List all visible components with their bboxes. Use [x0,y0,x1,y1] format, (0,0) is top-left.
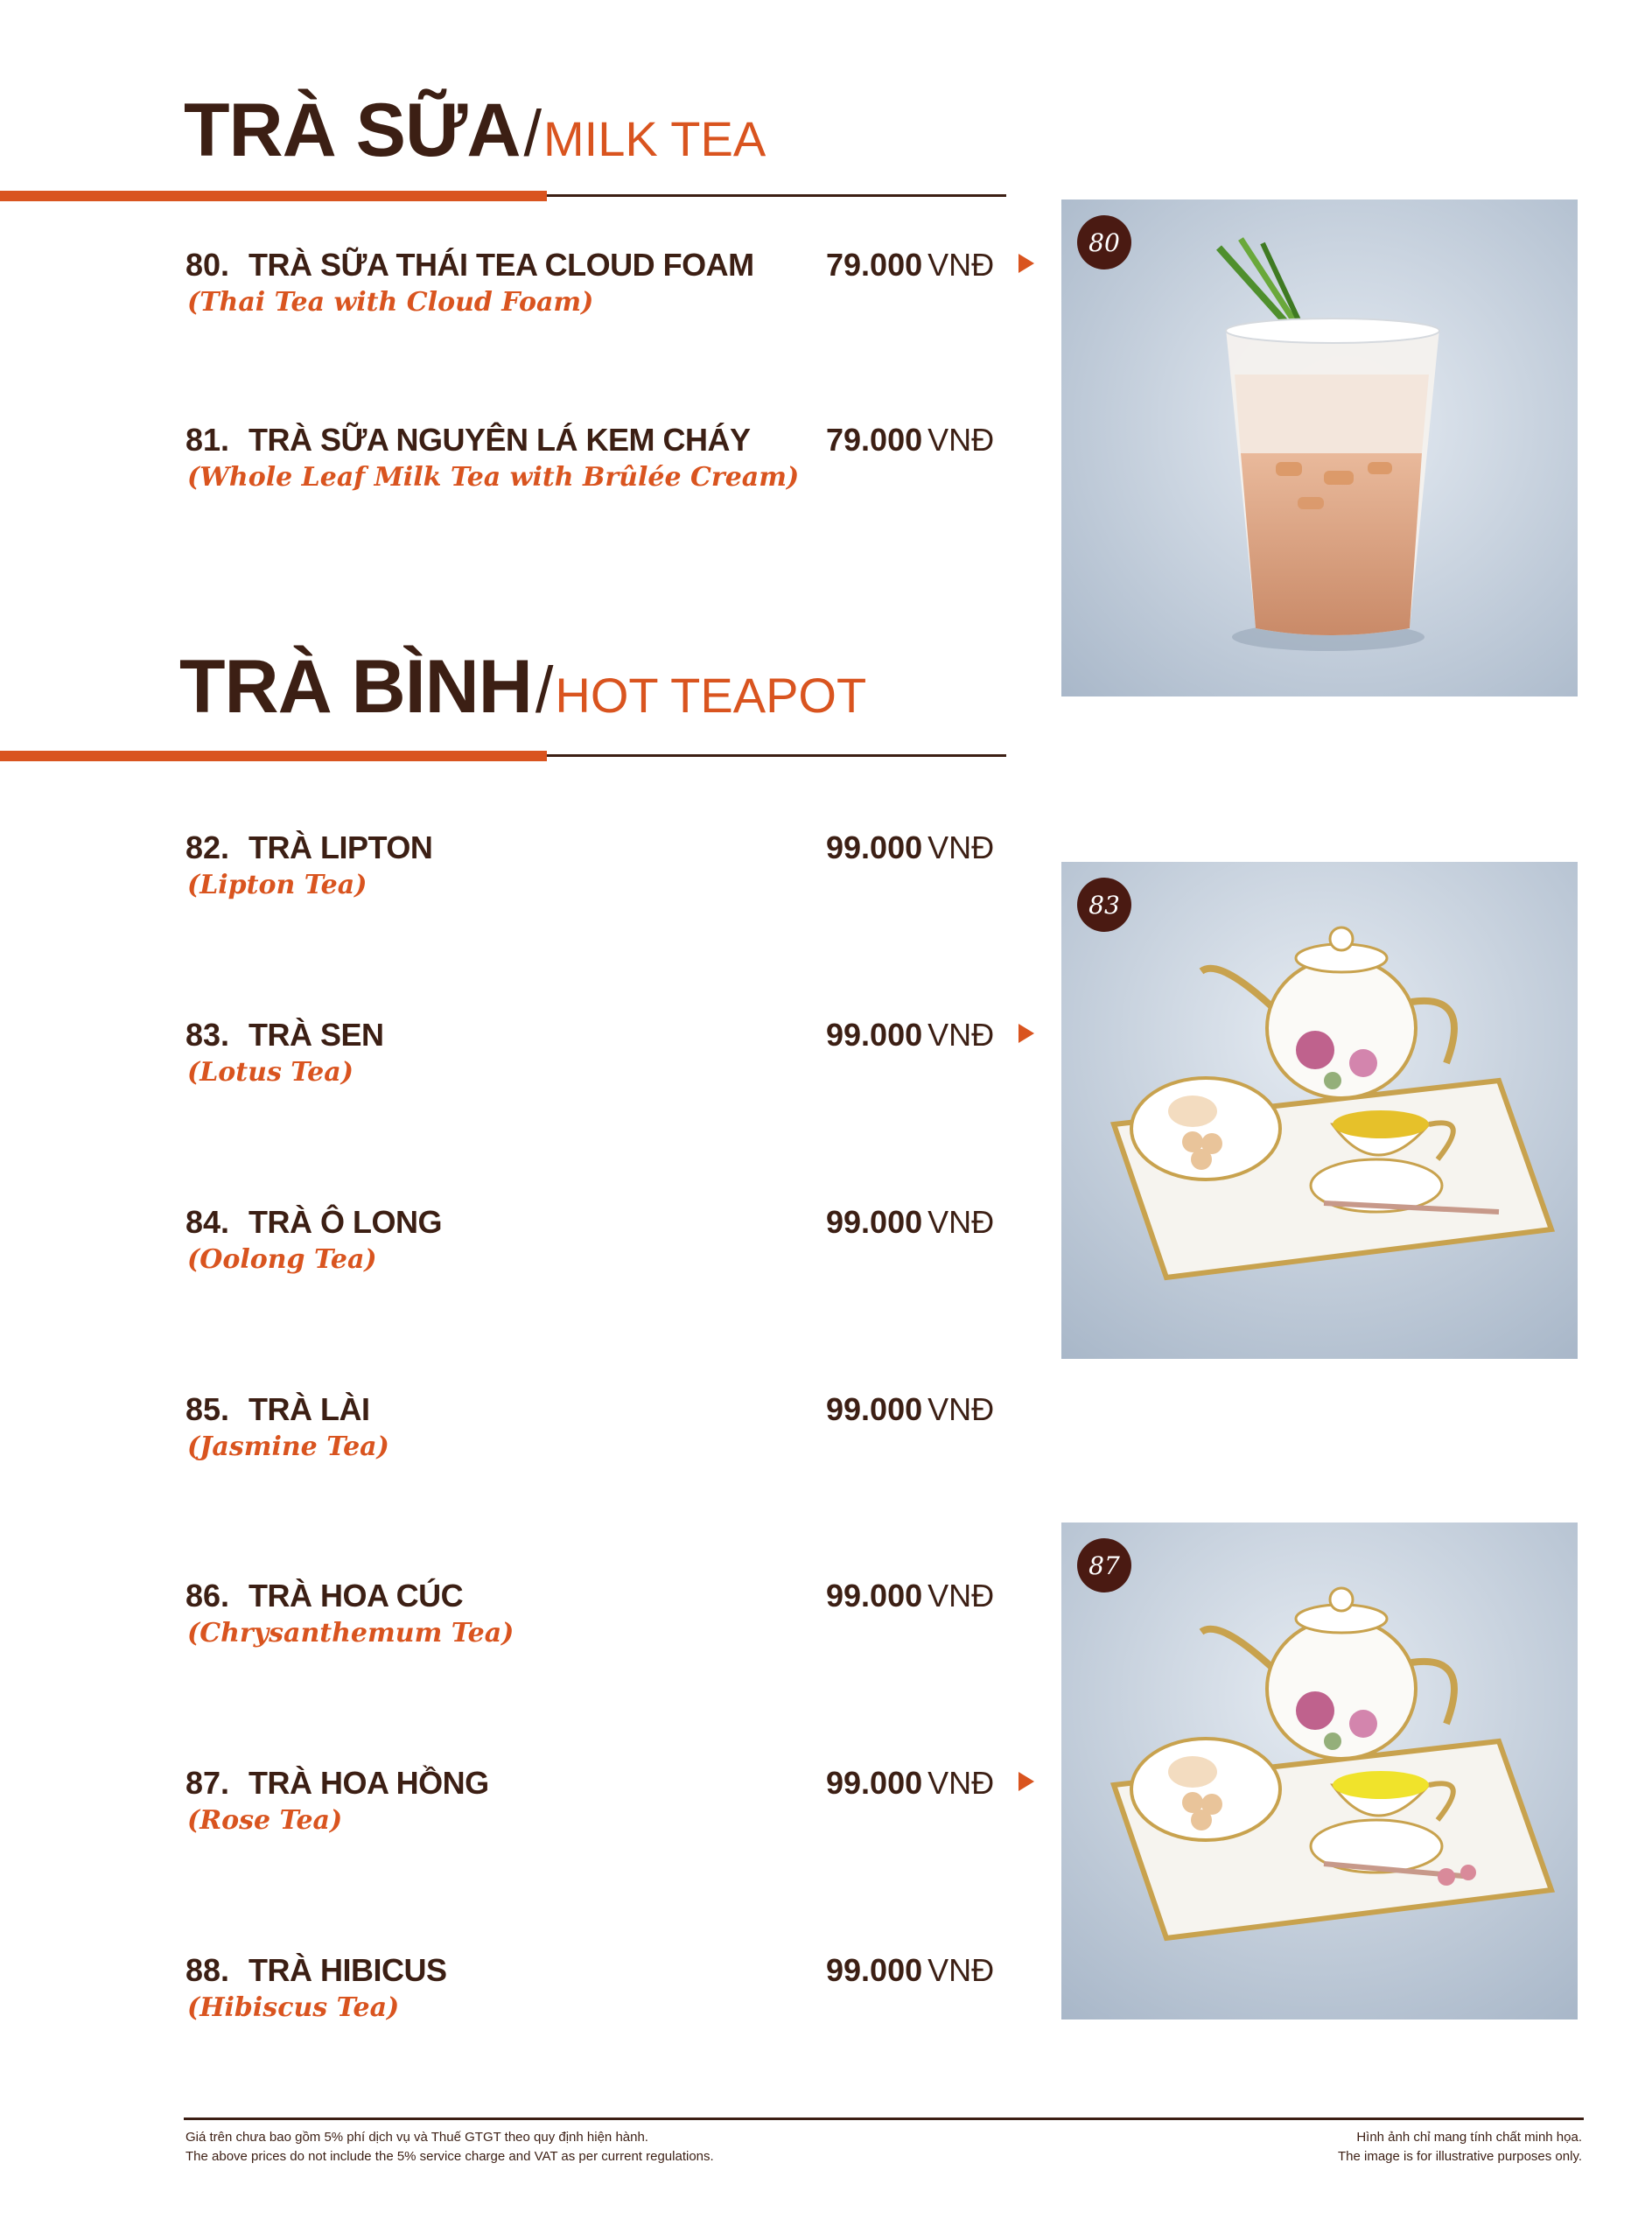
item-price: 99.000 VNĐ [826,1204,995,1240]
item-english-name: (Whole Leaf Milk Tea with Brûlée Cream) [187,462,800,493]
section-title-vi: TRÀ SỮA [184,88,521,172]
footer-image-note-vi: Hình ảnh chỉ mang tính chất minh họa. [1356,2130,1582,2145]
item-number: 80. [186,247,230,283]
menu-item [186,1391,1052,1470]
item-number: 83. [186,1017,230,1053]
photo-badge: 80 [1077,215,1131,270]
menu-item [186,1017,1052,1096]
item-english-name: (Oolong Tea) [187,1244,377,1275]
footer-price-note-en: The above prices do not include the 5% service charge and VAT as per current regulations. [186,2149,714,2164]
item-number: 87. [186,1765,230,1801]
photo-badge: 83 [1077,878,1131,932]
item-english-name: (Lotus Tea) [187,1057,354,1088]
item-number: 81. [186,422,230,458]
item-name: TRÀ SỮA NGUYÊN LÁ KEM CHÁY [248,422,751,458]
menu-item [186,1204,1052,1283]
item-price: 99.000 VNĐ [826,830,995,865]
item-english-name: (Chrysanthemum Tea) [187,1618,514,1648]
item-english-name: (Thai Tea with Cloud Foam) [187,287,594,318]
item-price: 99.000 VNĐ [826,1578,995,1614]
photo-badge: 87 [1077,1538,1131,1592]
item-price: 99.000 VNĐ [826,1952,995,1988]
item-english-name: (Lipton Tea) [187,870,368,900]
item-english-name: (Hibiscus Tea) [187,1992,400,2023]
section-title-vi: TRÀ BÌNH [179,645,532,729]
photo-lotus-tea-set [1061,862,1578,1359]
divider-line [547,194,1006,197]
footer-divider [184,2118,1584,2120]
milk-tea-glass-illustration [1061,200,1578,696]
divider-line [547,754,1006,757]
item-name: TRÀ HOA HỒNG [248,1765,489,1801]
menu-item [186,1578,1052,1656]
item-english-name: (Rose Tea) [187,1805,343,1836]
item-name: TRÀ SỮA THÁI TEA CLOUD FOAM [248,247,754,283]
photo-thai-milk-tea [1061,200,1578,696]
divider-accent [0,751,547,761]
item-name: TRÀ LÀI [248,1391,370,1427]
photo-rose-tea-set [1061,1522,1578,2020]
section-title-hot-teapot [179,644,866,731]
item-price: 99.000 VNĐ [826,1391,995,1427]
triangle-arrow-right-icon [1018,1024,1034,1043]
teapot-set-illustration [1061,1522,1578,2020]
item-number: 85. [186,1391,230,1427]
item-price: 79.000 VNĐ [826,247,995,283]
footer-price-note [186,2128,714,2166]
item-number: 82. [186,830,230,865]
item-name: TRÀ SEN [248,1017,384,1053]
item-price: 79.000 VNĐ [826,422,995,458]
teapot-set-illustration [1061,862,1578,1359]
section-title-slash: / [523,97,542,170]
item-number: 86. [186,1578,230,1614]
footer-image-note-en: The image is for illustrative purposes only. [1337,2149,1582,2164]
triangle-arrow-right-icon [1018,1772,1034,1791]
item-name: TRÀ HIBICUS [248,1952,447,1988]
item-number: 84. [186,1204,230,1240]
item-name: TRÀ LIPTON [248,830,433,865]
item-price: 99.000 VNĐ [826,1017,995,1053]
item-price: 99.000 VNĐ [826,1765,995,1801]
divider-accent [0,191,547,201]
menu-item [186,830,1052,908]
item-name: TRÀ Ô LONG [248,1204,442,1240]
menu-item [186,1952,1052,2031]
section-title-en: MILK TEA [543,111,766,166]
item-english-name: (Jasmine Tea) [187,1432,389,1462]
menu-item [186,422,1052,500]
footer-price-note-vi: Giá trên chưa bao gồm 5% phí dịch vụ và Thuế GTGT theo quy định hiện hành. [186,2130,648,2145]
item-number: 88. [186,1952,230,1988]
section-title-en: HOT TEAPOT [555,668,867,723]
menu-item [186,1765,1052,1844]
section-title-milk-tea [184,88,766,174]
triangle-arrow-right-icon [1018,254,1034,273]
menu-item [186,247,1052,326]
footer-image-note [1338,2128,1582,2166]
item-name: TRÀ HOA CÚC [248,1578,464,1614]
section-title-slash: / [535,654,554,726]
